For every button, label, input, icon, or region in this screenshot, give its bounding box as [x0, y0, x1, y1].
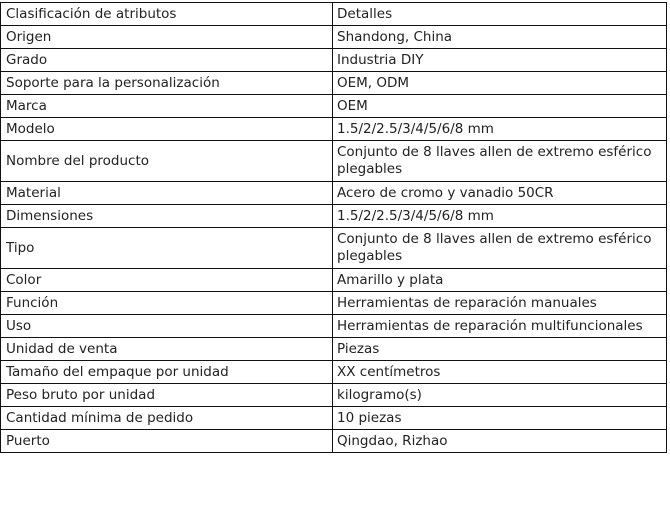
table-row — [1, 118, 667, 141]
table-row — [1, 141, 667, 182]
attribute-cell: Tamaño del empaque por unidad — [1, 361, 333, 384]
details-cell: Herramientas de reparación multifuncionales — [333, 315, 667, 338]
attribute-cell: Uso — [1, 315, 333, 338]
table-row — [1, 361, 667, 384]
table-row — [1, 26, 667, 49]
details-cell: 1.5/2/2.5/3/4/5/6/8 mm — [333, 118, 667, 141]
details-cell: kilogramo(s) — [333, 384, 667, 407]
attribute-cell: Tipo — [1, 228, 333, 269]
details-cell: Herramientas de reparación manuales — [333, 292, 667, 315]
attribute-cell: Marca — [1, 95, 333, 118]
attribute-cell: Función — [1, 292, 333, 315]
table-row — [1, 384, 667, 407]
table-row — [1, 430, 667, 453]
table-row — [1, 182, 667, 205]
table-row — [1, 72, 667, 95]
table-row — [1, 228, 667, 269]
attribute-cell: Origen — [1, 26, 333, 49]
details-cell: 10 piezas — [333, 407, 667, 430]
table-row — [1, 315, 667, 338]
attribute-cell: Modelo — [1, 118, 333, 141]
table-header-row — [1, 3, 667, 26]
table-row — [1, 95, 667, 118]
details-cell: OEM, ODM — [333, 72, 667, 95]
attribute-cell: Puerto — [1, 430, 333, 453]
header-attribute-cell: Clasificación de atributos — [1, 3, 333, 26]
table-row — [1, 338, 667, 361]
table-row — [1, 407, 667, 430]
attribute-cell: Cantidad mínima de pedido — [1, 407, 333, 430]
attribute-cell: Color — [1, 269, 333, 292]
table-row — [1, 49, 667, 72]
attribute-cell: Grado — [1, 49, 333, 72]
attribute-cell: Unidad de venta — [1, 338, 333, 361]
table-row — [1, 205, 667, 228]
details-cell: Piezas — [333, 338, 667, 361]
details-cell: OEM — [333, 95, 667, 118]
header-details-cell: Detalles — [333, 3, 667, 26]
details-cell: Qingdao, Rizhao — [333, 430, 667, 453]
details-cell: 1.5/2/2.5/3/4/5/6/8 mm — [333, 205, 667, 228]
details-cell: Conjunto de 8 llaves allen de extremo esférico plegables — [333, 228, 667, 269]
details-cell: XX centímetros — [333, 361, 667, 384]
details-cell: Amarillo y plata — [333, 269, 667, 292]
details-cell: Acero de cromo y vanadio 50CR — [333, 182, 667, 205]
attribute-cell: Soporte para la personalización — [1, 72, 333, 95]
attribute-cell: Peso bruto por unidad — [1, 384, 333, 407]
details-cell: Shandong, China — [333, 26, 667, 49]
table-row — [1, 269, 667, 292]
attribute-cell: Material — [1, 182, 333, 205]
product-spec-table — [0, 2, 667, 453]
attribute-cell: Nombre del producto — [1, 141, 333, 182]
table-row — [1, 292, 667, 315]
details-cell: Industria DIY — [333, 49, 667, 72]
attribute-cell: Dimensiones — [1, 205, 333, 228]
details-cell: Conjunto de 8 llaves allen de extremo esférico plegables — [333, 141, 667, 182]
